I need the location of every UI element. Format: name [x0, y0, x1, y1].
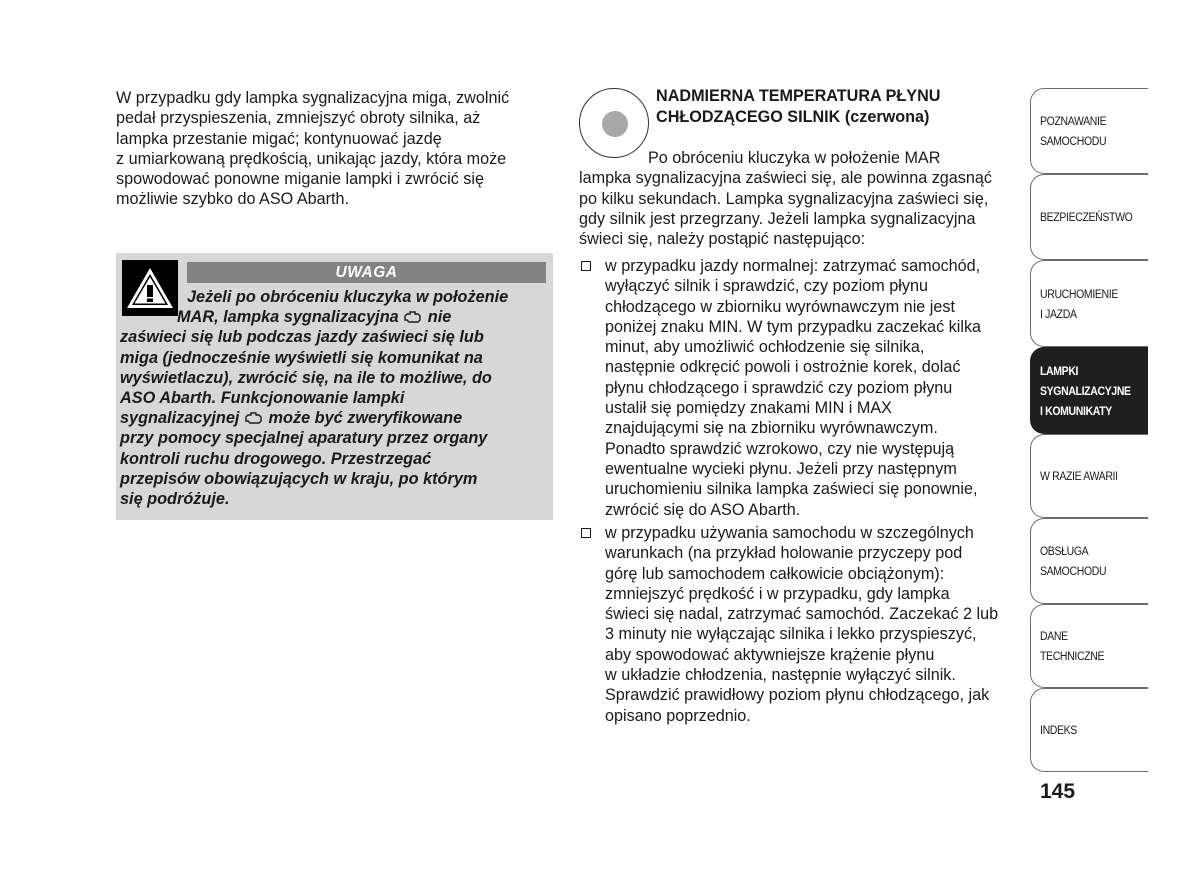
checkbox-bullet-icon [581, 528, 591, 538]
tab-poznawanie-samochodu[interactable]: POZNAWANIE SAMOCHODU [1030, 88, 1148, 174]
tab-indeks[interactable]: INDEKS [1030, 688, 1148, 772]
section-title: NADMIERNA TEMPERATURA PŁYNU CHŁODZĄCEGO SILNIK (czerwona) [656, 87, 941, 126]
tab-obsluga-samochodu[interactable]: OBSŁUGA SAMOCHODU [1030, 518, 1148, 604]
tab-w-razie-awarii[interactable]: W RAZIE AWARII [1030, 434, 1148, 518]
engine-warning-icon [404, 310, 422, 324]
tab-lampki-sygnalizacyjne[interactable]: LAMPKI SYGNALIZACYJNE I KOMUNIKATY [1030, 347, 1148, 434]
tab-bezpieczenstwo[interactable]: BEZPIECZEŃSTWO [1030, 174, 1148, 260]
engine-warning-icon [245, 411, 263, 425]
warning-heading: UWAGA [187, 262, 546, 283]
page-number: 145 [1040, 780, 1076, 803]
list-item: w przypadku jazdy normalnej: zatrzymać samochód, wyłączyć silnik i sprawdzić, czy poziom płynu chłodzącego w zbiorniku wyrównawczym nie jest poniżej znaku MIN. W tym przypadku zaczekać kilka minut, aby umożliwić ochłodzenie się silnika, następnie odkręcić powoli i ostrożnie korek, dolać płynu chłodzącego i sprawdzić czy poziom płynu ustalił się pomiędzy znakami MIN i MAX znajdującymi się na zbiorniku wyrównawczym. Ponadto sprawdzić wzrokowo, czy nie występują ewentualne wycieki płynu. Jeżeli przy następnym uruchomieniu silnika lampka zaświeci się ponownie, zwrócić się do ASO Abarth. [579, 256, 1019, 520]
tab-uruchomienie-i-jazda[interactable]: URUCHOMIENIE I JAZDA [1030, 260, 1148, 347]
section-intro: Po obróceniu kluczyka w położenie MAR lampka sygnalizacyjna zaświeci się, ale powinna zgasnąć po kilku sekundach. Lampka sygnalizacyjna zaświeci się, gdy silnik jest przegrzany. Jeżeli lampka sygnalizacyjna świeci się, należy postąpić następująco: [579, 149, 992, 249]
warning-text: Jeżeli po obróceniu kluczyka w położenie MAR, lampka sygnalizacyjna nie zaświeci się lub podczas jazdy zaświeci się lub miga (jednocześnie wyświetli się komunikat na wyświetlaczu), zwrócić się, na ile to możliwe, do ASO Abarth. Funkcjonowanie lampki sygnalizacyjnej może być zweryfikowane przy pomocy specjalnej aparatury przez organy kontroli ruchu drogowego. Przestrzegać przepisów obowiązujących w kraju, po którym się podróżuje. [120, 288, 509, 509]
checkbox-bullet-icon [581, 261, 591, 271]
left-paragraph [116, 88, 541, 210]
tab-dane-techniczne[interactable]: DANE TECHNICZNE [1030, 604, 1148, 688]
warning-box [116, 253, 553, 520]
list-item: w przypadku używania samochodu w szczególnych warunkach (na przykład holowanie przyczepy pod górę lub samochodem całkowicie obciążonym): zmniejszyć prędkość i w przypadku, gdy lampka świeci się nadal, zatrzymać samochód. Zaczekać 2 lub 3 minuty nie wyłączając silnika i lekko przyspieszyć, aby spowodować aktywniejsze krążenie płynu w układzie chłodzenia, następnie wyłączyć silnik. Sprawdzić prawidłowy poziom płynu chłodzącego, jak opisano poprzednio. [579, 523, 1019, 726]
warning-lamp-icon [579, 88, 651, 148]
intro-paragraph: W przypadku gdy lampka sygnalizacyjna miga, zwolnić pedał przyspieszenia, zmniejszyć obroty silnika, aż lampka przestanie migać; kontynuować jazdę z umiarkowaną prędkością, unikając jazdy, która może spowodować ponowne miganie lampki i zwrócić się możliwie szybko do ASO Abarth. [116, 89, 510, 209]
